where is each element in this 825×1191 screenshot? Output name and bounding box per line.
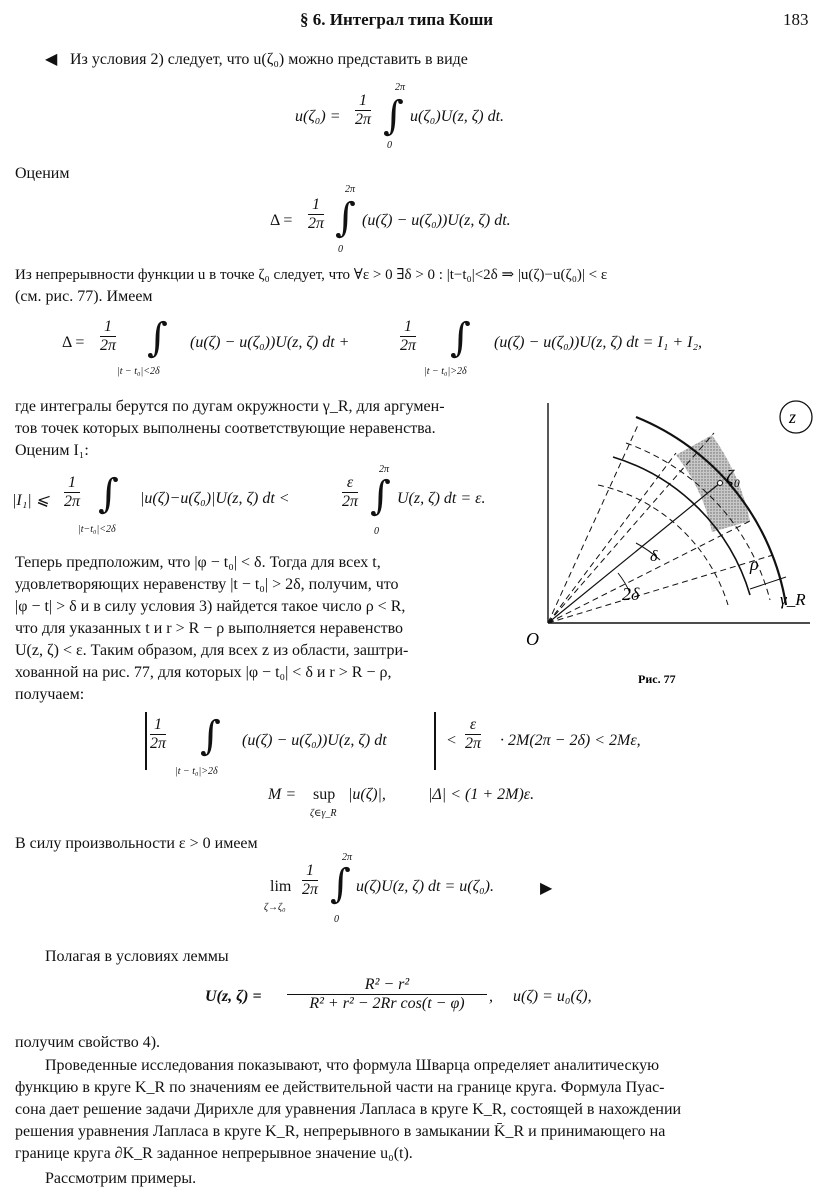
eq1-num: 1	[355, 92, 371, 111]
equation-5	[150, 712, 710, 782]
text-where-line3: Оценим I₁:	[15, 442, 89, 459]
eq5-rhs: · 2M(2π − 2δ) < 2Mε,	[500, 732, 641, 749]
eq2-integral-sign: ∫	[335, 195, 356, 241]
eq5-sub: |t − t₀|>2δ	[175, 766, 218, 777]
eq4-sup2: 2π	[379, 464, 390, 475]
text-suppose-line5: U(z, ζ) < ε. Таким образом, для всех z из области, заштри-	[15, 642, 409, 659]
eq2-num: 1	[308, 196, 324, 215]
running-header: § 6. Интеграл типа Коши	[300, 10, 494, 29]
eq6-lhs: M =	[268, 786, 297, 803]
eq7-lim-sub: ζ→ζ₀	[264, 902, 286, 913]
text-where-line1: где интегралы берутся по дугам окружности γ_R, для аргумен-	[15, 398, 445, 415]
eq7-integral-sign: ∫	[330, 861, 351, 907]
eq4-num: 1	[64, 474, 80, 493]
label-gamma-r: γ_R	[780, 590, 806, 609]
label-rho: ρ	[750, 554, 759, 574]
text-suppose-line2: удовлетворяющих неравенству |t − t₀| > 2δ, получим, что	[15, 576, 399, 593]
eq1-lhs: u(ζ₀) =	[295, 108, 341, 125]
text-final-line4: решения уравнения Лапласа в круге K_R, непрерывного в замыкании K̄_R и принимающего на	[15, 1123, 666, 1140]
eq3-integral-sign-2: ∫	[450, 315, 471, 361]
eq1-sup: 2π	[395, 82, 406, 93]
equation-7	[262, 852, 582, 934]
eq5-fraction-2	[465, 716, 481, 753]
text-ocenim: Оценим	[15, 165, 70, 182]
page-number: 183	[783, 10, 809, 29]
eq7-den: 2π	[302, 881, 319, 898]
point-zeta0	[718, 481, 723, 486]
eq3-lhs: Δ =	[62, 334, 85, 351]
eq7-sup: 2π	[342, 852, 353, 863]
text-final-line1: Проведенные исследования показывают, что формула Шварца определяет аналитическую	[45, 1057, 660, 1074]
eq4-sub2: 0	[374, 526, 379, 537]
text-where-line2: тов точек которых выполнены соответствующие неравенства.	[15, 420, 436, 437]
eq8-sep: ,	[489, 988, 493, 1005]
eq2-sup: 2π	[345, 184, 356, 195]
eq8-rhs: u(ζ) = u₀(ζ),	[513, 988, 592, 1005]
eq2-fraction	[308, 196, 324, 233]
text-continuity-line2: (см. рис. 77). Имеем	[15, 288, 153, 305]
text-suppose-line1: Теперь предположим, что |φ − t₀| < δ. Тогда для всех t,	[15, 554, 381, 571]
label-origin: O	[526, 629, 539, 649]
text-continuity-line1: Из непрерывности функции u в точке ζ₀ следует, что ∀ε > 0 ∃δ > 0 : |t−t₀|<2δ ⇒ |u(ζ)−u(ζ₀)| < ε	[15, 267, 608, 283]
dashed-ray-4	[548, 521, 750, 623]
text-suppose-line7: получаем:	[15, 686, 85, 703]
eq5-den: 2π	[150, 735, 167, 752]
eq8-num: R² − r²	[287, 976, 487, 995]
label-z: z	[789, 407, 797, 427]
eq4-fraction-2	[342, 474, 358, 511]
text-suppose-line4: что для указанных t и r > R − ρ выполняется неравенство	[15, 620, 404, 637]
eq3-rhs: (u(ζ) − u(ζ₀))U(z, ζ) dt = I₁ + I₂,	[494, 334, 703, 351]
figure-77-diagram	[518, 395, 818, 695]
label-delta: δ	[650, 548, 658, 565]
eq8-den: R² + r² − 2Rr cos(t − φ)	[309, 995, 465, 1012]
eq2-den: 2π	[308, 215, 325, 232]
equation-3	[62, 316, 782, 386]
eq1-rhs: u(ζ₀)U(z, ζ) dt.	[410, 108, 505, 125]
eq3-den-2: 2π	[400, 337, 417, 354]
eq3-num: 1	[100, 318, 116, 337]
eq4-mid: |u(ζ)−u(ζ₀)|U(z, ζ) dt <	[140, 490, 290, 507]
equation-8	[205, 976, 625, 1026]
figure-77	[518, 395, 818, 695]
eq7-lim: lim	[270, 878, 292, 895]
eq3-den: 2π	[100, 337, 117, 354]
label-2delta: 2δ	[622, 584, 640, 604]
eq4-den2: 2π	[342, 493, 359, 510]
eq3-integral-sign-1: ∫	[147, 315, 168, 361]
eq7-fraction	[302, 862, 318, 899]
equation-2	[270, 184, 570, 255]
eq1-den: 2π	[355, 111, 372, 128]
equation-6	[268, 786, 588, 826]
eq1-integral-sign: ∫	[383, 93, 404, 139]
text-arbitrary: В силу произвольности ε > 0 имеем	[15, 835, 258, 852]
eq5-den2: 2π	[465, 735, 482, 752]
eq3-mid: (u(ζ) − u(ζ₀))U(z, ζ) dt +	[190, 334, 350, 351]
eq3-fraction-2	[400, 318, 416, 355]
text-suppose-line3: |φ − t| > δ и в силу условия 3) найдется такое число ρ < R,	[15, 598, 406, 615]
eq4-num2: ε	[342, 474, 358, 493]
equation-4	[12, 464, 512, 542]
eq4-lhs: |I₁| ⩽	[12, 492, 50, 509]
text-suppose-line6: хованной на рис. 77, для которых |φ − t₀| < δ и r > R − ρ,	[15, 664, 392, 681]
eq1-sub: 0	[387, 140, 392, 151]
eq3-sub2: |t − t₀|>2δ	[424, 366, 467, 377]
text-final-line5: границе круга ∂K_R заданное непрерывное значение u₀(t).	[15, 1145, 413, 1162]
eq4-den: 2π	[64, 493, 81, 510]
eq2-sub: 0	[338, 244, 343, 255]
eq4-fraction-1	[64, 474, 80, 511]
eq5-num2: ε	[465, 716, 481, 735]
proof-end-marker: ▶	[540, 880, 553, 897]
eq8-lhs: U(z, ζ) =	[205, 988, 262, 1005]
eq4-integral-sign-1: ∫	[98, 471, 119, 517]
text-final-line3: сона дает решение задачи Дирихле для уравнения Лапласа в круге K_R, состоящей в нахождении	[15, 1101, 682, 1118]
eq7-rhs: u(ζ)U(z, ζ) dt = u(ζ₀).	[356, 878, 494, 895]
eq3-sub1: |t − t₀|<2δ	[117, 366, 160, 377]
eq6-sup-word: sup	[313, 786, 336, 803]
eq2-rhs: (u(ζ) − u(ζ₀))U(z, ζ) dt.	[362, 212, 511, 229]
eq4-rhs: U(z, ζ) dt = ε.	[397, 490, 486, 507]
abs-bar-left	[145, 712, 147, 770]
text-final-line2: функцию в круге K_R по значениям ее действительной части на границе круга. Формула Пуас-	[15, 1079, 665, 1096]
eq3-num-2: 1	[400, 318, 416, 337]
eq5-integral-sign: ∫	[200, 713, 221, 759]
eq4-sub: |t−t₀|<2δ	[78, 524, 116, 535]
eq7-num: 1	[302, 862, 318, 881]
eq5-num: 1	[150, 716, 166, 735]
eq3-fraction-1	[100, 318, 116, 355]
label-zeta0: ζ₀	[726, 467, 741, 488]
eq6-sup-sub: ζ∈γ_R	[310, 808, 337, 819]
eq7-sub: 0	[334, 914, 339, 925]
eq5-lt: <	[446, 732, 457, 749]
eq1-fraction	[355, 92, 371, 129]
eq5-inner: (u(ζ) − u(ζ₀))U(z, ζ) dt	[242, 732, 387, 749]
eq6-rhs: |Δ| < (1 + 2M)ε.	[428, 786, 535, 803]
text-property: получим свойство 4).	[15, 1034, 161, 1051]
eq4-integral-sign-2: ∫	[370, 473, 391, 519]
figure-caption: Рис. 77	[638, 672, 676, 686]
eq2-lhs: Δ =	[270, 212, 293, 229]
eq8-fraction	[287, 976, 487, 1013]
text-line-condition2: Из условия 2) следует, что u(ζ₀) можно представить в виде	[70, 51, 468, 68]
text-putting: Полагая в условиях леммы	[45, 948, 229, 965]
eq6-mid: |u(ζ)|,	[348, 786, 386, 803]
text-examples: Рассмотрим примеры.	[45, 1170, 197, 1187]
proof-start-marker: ◀	[45, 51, 58, 68]
dashed-ray-2	[548, 453, 676, 623]
eq5-fraction-1	[150, 716, 166, 753]
